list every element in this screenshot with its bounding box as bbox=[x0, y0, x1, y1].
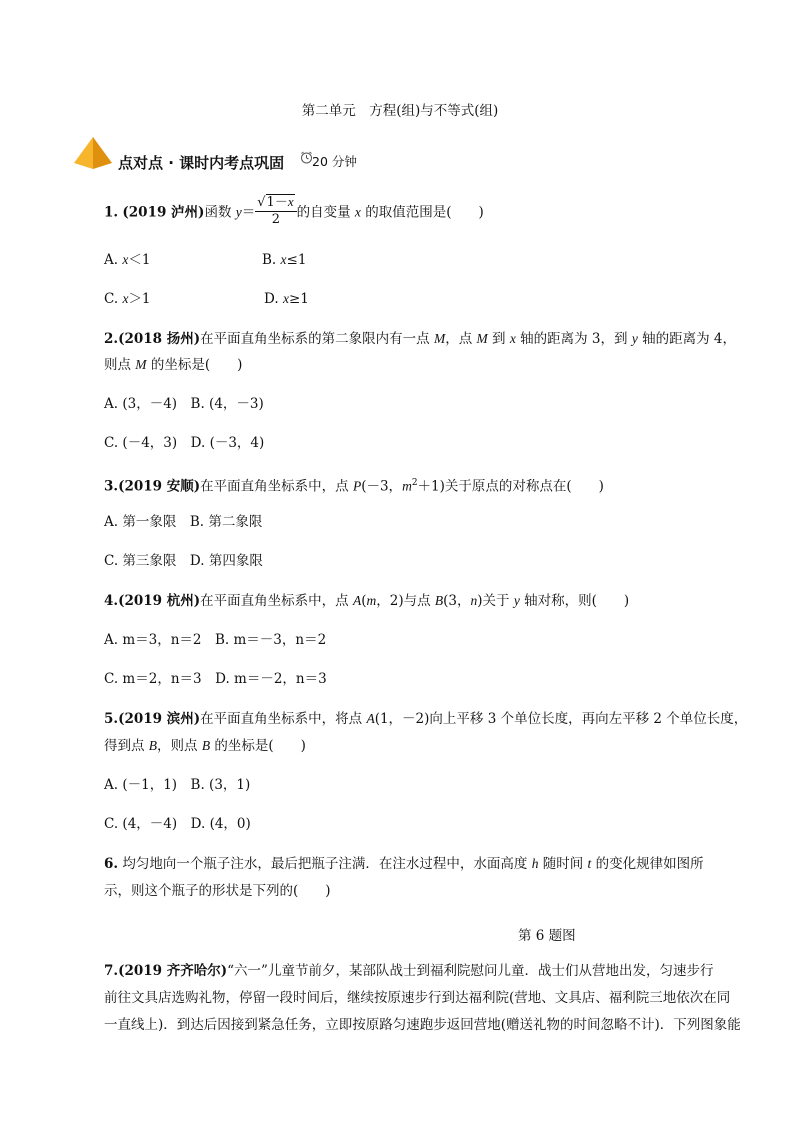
text: (1，－2)向上平移 3 个单位长度，再向左平移 2 个单位长度， bbox=[374, 711, 748, 727]
q1-option-b[interactable] bbox=[262, 251, 306, 269]
question-6-stem-line2: 示，则这个瓶子的形状是下列的( ) bbox=[104, 883, 331, 899]
text: ≤1 bbox=[286, 252, 307, 268]
question-2-stem-line1 bbox=[104, 330, 736, 348]
question-3-stem bbox=[104, 474, 604, 496]
var: M bbox=[476, 331, 488, 346]
question-number: 6. bbox=[104, 856, 119, 872]
var: P bbox=[352, 478, 362, 494]
text: ，点 bbox=[445, 331, 477, 347]
question-number: 3. bbox=[104, 478, 119, 495]
var: y bbox=[631, 331, 638, 346]
superscript: 2 bbox=[411, 478, 418, 488]
question-source: (2018 扬州) bbox=[118, 331, 201, 347]
question-number: 5. bbox=[104, 711, 119, 727]
text: “六一”儿童节前夕，某部队战士到福利院慰问儿童．战士们从营地出发，匀速步行 bbox=[227, 963, 714, 979]
label: D. bbox=[264, 291, 283, 307]
text: 在平面直角坐标系的第二象限内有一点 bbox=[200, 331, 434, 347]
text: 函数 bbox=[204, 204, 236, 221]
q1-option-a[interactable] bbox=[104, 251, 150, 269]
text: 在平面直角坐标系中，将点 bbox=[200, 711, 367, 727]
var: x bbox=[122, 252, 129, 267]
sqrt-sign: √ bbox=[257, 195, 266, 210]
var: A bbox=[366, 711, 375, 726]
var: y bbox=[235, 204, 242, 220]
question-number: 7. bbox=[104, 963, 119, 979]
question-5-stem-line2 bbox=[104, 737, 306, 755]
page-header: 第二单元 方程(组)与不等式(组) bbox=[301, 103, 499, 119]
label: A. bbox=[104, 252, 123, 268]
question-source: (2019 安顺) bbox=[118, 478, 201, 495]
pyramid-icon bbox=[73, 136, 113, 170]
text: 在平面直角坐标系中，点 bbox=[200, 478, 353, 495]
text: (3， bbox=[443, 593, 471, 609]
var: x bbox=[282, 291, 289, 306]
var: m bbox=[366, 593, 377, 608]
q5-options-ab[interactable]: A. (－1，1) B. (3，1) bbox=[104, 777, 251, 793]
var: x bbox=[287, 194, 294, 209]
text: 的取值范围是( ) bbox=[360, 204, 484, 221]
text: 轴的距离为 3，到 bbox=[515, 331, 632, 347]
var: x bbox=[122, 291, 129, 306]
text: ＋1)关于原点的对称点在( ) bbox=[417, 478, 604, 495]
q1-option-c[interactable] bbox=[104, 290, 151, 308]
var: y bbox=[513, 593, 520, 608]
text: ，2)与点 bbox=[376, 593, 435, 609]
question-number: 1. bbox=[104, 204, 119, 221]
text: 在平面直角坐标系中，点 bbox=[200, 593, 353, 609]
var: M bbox=[135, 357, 147, 372]
question-5-stem-line1 bbox=[104, 710, 747, 728]
text: ＝ bbox=[241, 204, 256, 221]
q2-options-cd[interactable]: C. (－4，3) D. (－3，4) bbox=[104, 435, 265, 451]
var: B bbox=[148, 738, 158, 753]
question-source: (2019 滨州) bbox=[118, 711, 201, 727]
var: M bbox=[433, 331, 446, 346]
var: B bbox=[201, 738, 211, 753]
question-7-line1 bbox=[104, 962, 713, 980]
text: 轴对称，则( ) bbox=[519, 593, 630, 609]
fraction bbox=[255, 194, 296, 228]
q4-options-cd[interactable]: C. m＝2，n＝3 D. m＝－2，n＝3 bbox=[104, 671, 327, 687]
text: ＞1 bbox=[128, 291, 151, 307]
text: 1－ bbox=[266, 195, 288, 210]
var: B bbox=[434, 593, 444, 608]
q4-options-ab[interactable]: A. m＝3，n＝2 B. m＝－3，n＝2 bbox=[104, 632, 327, 648]
q2-options-ab[interactable]: A. (3，－4) B. (4，－3) bbox=[104, 396, 264, 412]
question-1-stem bbox=[104, 196, 484, 230]
text: 随时间 bbox=[538, 856, 588, 872]
var: A bbox=[352, 593, 362, 608]
var: x bbox=[509, 331, 516, 346]
label: B. bbox=[262, 252, 281, 268]
text: 轴的距离为 4， bbox=[637, 331, 736, 347]
question-source: (2019 杭州) bbox=[118, 593, 201, 609]
var: x bbox=[354, 204, 361, 220]
text: 得到点 bbox=[104, 738, 149, 754]
label: C. bbox=[104, 291, 123, 307]
text: 均匀地向一个瓶子注水，最后把瓶子注满．在注水过程中，水面高度 bbox=[118, 856, 532, 872]
denominator: 2 bbox=[271, 212, 281, 227]
question-4-stem bbox=[104, 592, 629, 610]
question-6-stem-line1 bbox=[104, 855, 704, 873]
question-number: 2. bbox=[104, 331, 119, 347]
var: x bbox=[280, 252, 287, 267]
text: ，则点 bbox=[157, 738, 202, 754]
text: (－3， bbox=[361, 478, 403, 495]
question-7-line3: 一直线上)．到达后因接到紧急任务，立即按原路匀速跑步返回营地(赠送礼物的时间忽略不计)．下列图象能 bbox=[104, 1017, 741, 1033]
question-number: 4. bbox=[104, 593, 119, 609]
text: 的坐标是( ) bbox=[210, 738, 306, 754]
var: t bbox=[587, 856, 592, 871]
var: m bbox=[402, 478, 412, 494]
question-source: (2019 齐齐哈尔) bbox=[118, 963, 228, 979]
text: 到 bbox=[487, 331, 510, 347]
text: 的坐标是( ) bbox=[146, 357, 243, 373]
text: )关于 bbox=[477, 593, 514, 609]
q1-option-d[interactable] bbox=[264, 290, 309, 308]
text: ( bbox=[361, 593, 367, 609]
figure-caption: 第 6 题图 bbox=[518, 928, 576, 944]
text: 的变化规律如图所 bbox=[591, 856, 704, 872]
section-timer: 20 分钟 bbox=[312, 154, 357, 169]
q3-options-cd[interactable]: C. 第三象限 D. 第四象限 bbox=[104, 553, 263, 569]
question-2-stem-line2 bbox=[104, 356, 242, 374]
text: ＜1 bbox=[128, 252, 151, 268]
text: 则点 bbox=[104, 357, 136, 373]
q5-options-cd[interactable]: C. (4，－4) D. (4，0) bbox=[104, 816, 251, 832]
text: 的自变量 bbox=[296, 204, 355, 221]
text: ≥1 bbox=[288, 291, 309, 307]
question-7-line2: 前往文具店选购礼物，停留一段时间后，继续按原速步行到达福利院(营地、文具店、福利院三地依次在同 bbox=[104, 990, 731, 1006]
question-source: (2019 泸州) bbox=[122, 204, 205, 221]
section-title: 点对点 · 课时内考点巩固 bbox=[118, 154, 285, 172]
q3-options-ab[interactable]: A. 第一象限 B. 第二象限 bbox=[104, 514, 263, 530]
var: h bbox=[531, 856, 539, 871]
var: n bbox=[470, 593, 478, 608]
